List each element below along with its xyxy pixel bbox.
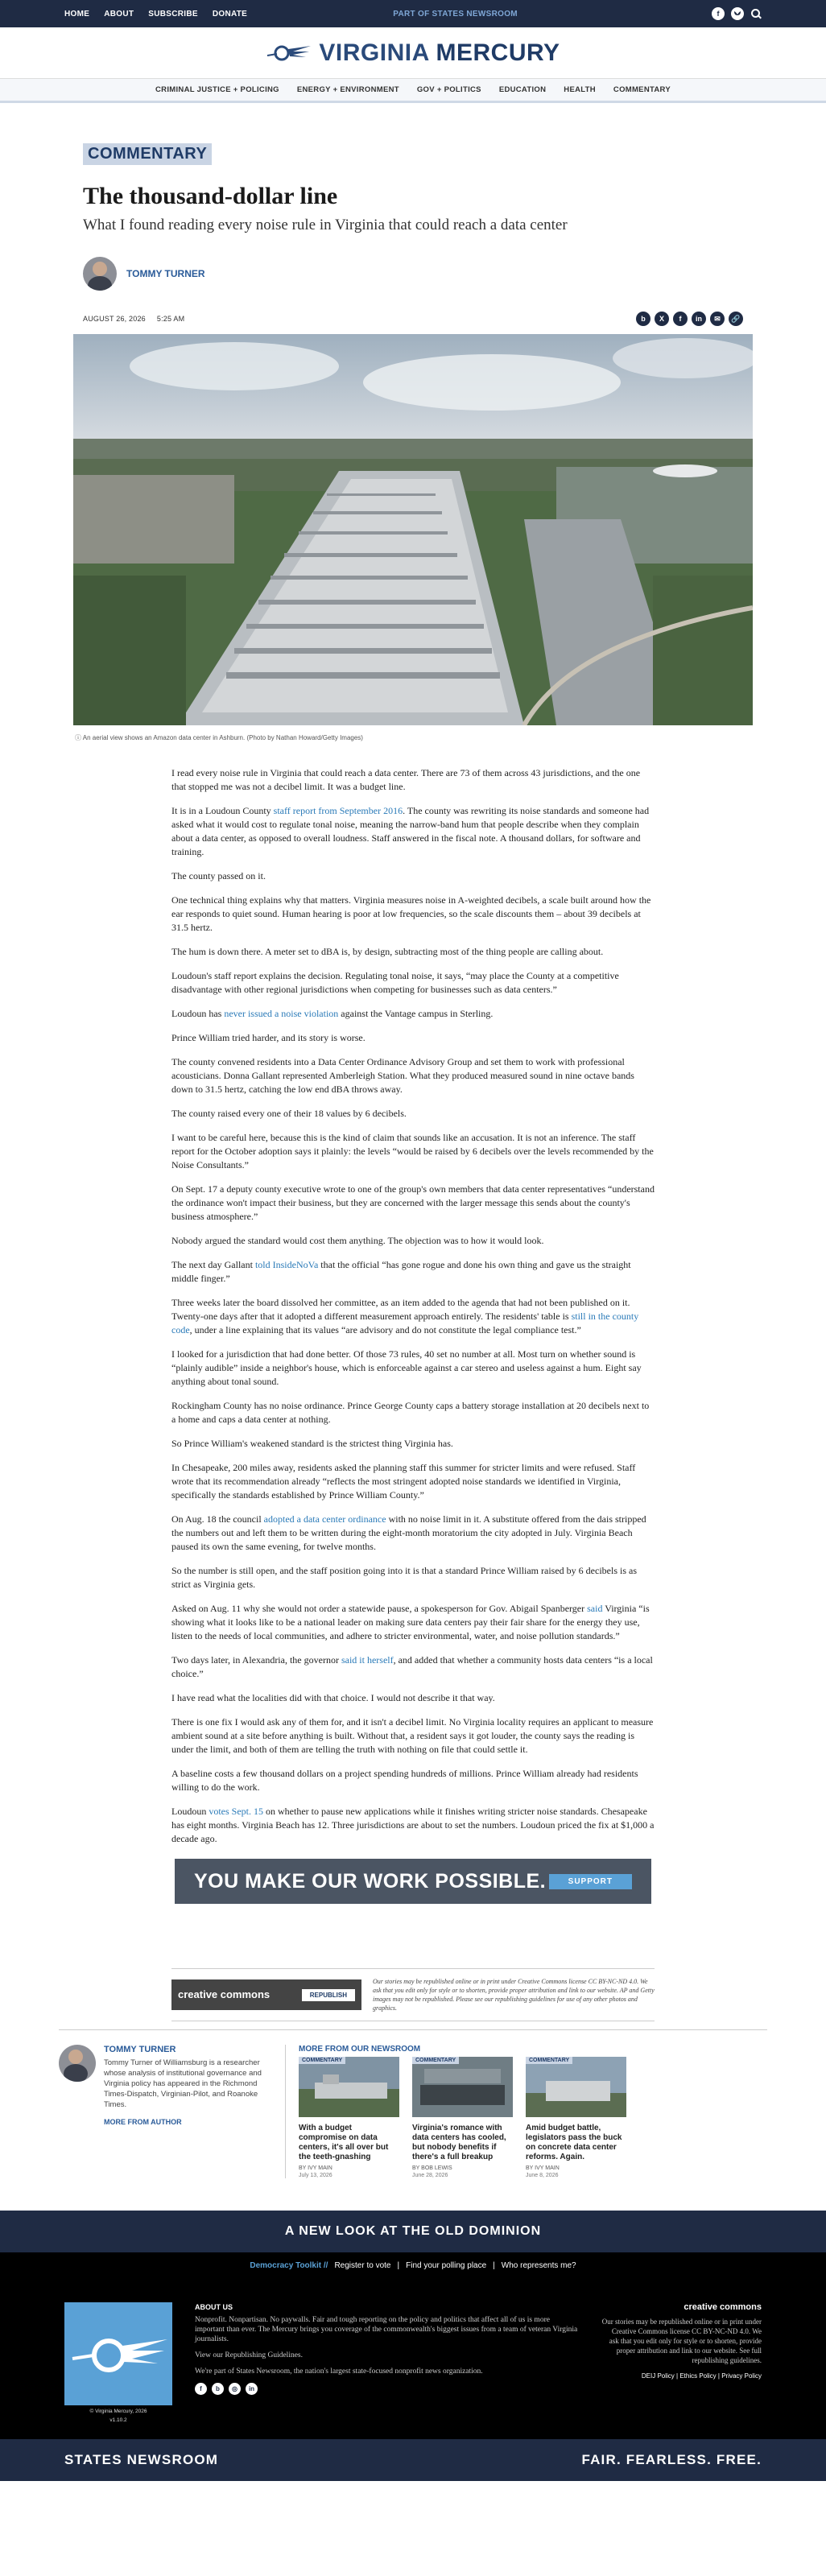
body-paragraph: So the number is still open, and the staff position going into it is that a standard Prince William raised by 6 decibels is as strict as Virginia gets. xyxy=(171,1565,637,1590)
tagline: FAIR. FEARLESS. FREE. xyxy=(581,2452,762,2467)
body-paragraph: I read every noise rule in Virginia that could reach a data center. There are 73 of them across 43 jurisdictions, and the one that stopped me was not a decibel limit. It was a budget line. xyxy=(171,767,641,792)
share-bluesky-icon[interactable]: b xyxy=(636,312,650,326)
author-bio-text: Tommy Turner of Williamsburg is a researcher whose analysis of institutional governance and Virginia policy has appeared in the Richmond Times-Dispatch, Virginian-Pilot, and Roanoke Times. xyxy=(104,2058,262,2109)
footer-cc-logo: creative commons xyxy=(684,2302,762,2312)
body-paragraph: So Prince William's weakened standard is the strictest thing Virginia has. xyxy=(171,1438,453,1449)
body-paragraph: I want to be careful here, because this is the kind of claim that sounds like an accusation. It is not an inference. The staff report for the October adoption says it plainly: the levels “would be raised by 6 decibels over the levels recommended by the Noise Consultants.” xyxy=(171,1132,654,1170)
footer-cc-text: Our stories may be republished online or in print under Creative Commons license CC BY-NC-ND 4.0. We ask that you edit only for style or to shorten, provide proper attribution and link to our website. See full republishing guidelines. xyxy=(601,2318,762,2364)
inline-link[interactable]: told InsideNoVa xyxy=(254,1259,319,1270)
support-button[interactable]: SUPPORT xyxy=(549,1874,632,1889)
body-paragraph: The hum is down there. A meter set to dBA is, by design, subtracting most of the thing people are calling about. xyxy=(171,946,604,957)
author-bio-name[interactable]: TOMMY TURNER xyxy=(104,2045,176,2054)
cc-republish xyxy=(171,1979,361,2010)
body-paragraph: Loudoun's staff report explains the decision. Regulating tonal noise, it says, “may place the County at a competitive disadvantage with other regional jurisdictions when competing for businesses such as data centers.” xyxy=(171,970,619,995)
top-social xyxy=(712,7,762,20)
body-paragraph: It is in a Loudoun County staff report from September 2016. The county was rewriting its noise standards and someone had asked what it would cost to regulate tonal noise, meaning the narrow-band hum that people describe when they complain about a data center, as opposed to overall loudness. Staff answered in the fiscal note. A thousand dollars, for software and training. xyxy=(171,805,650,857)
article-kicker[interactable]: COMMENTARY xyxy=(83,143,212,165)
support-banner xyxy=(175,1859,651,1904)
body-paragraph: The county convened residents into a Data Center Ordinance Advisory Group and set them to work with professional acousticians. Donna Gallant represented Amberleigh Station. What they produced measured sound in nine octave bands down to 31.5 hertz, catching the low end dBA throws away. xyxy=(171,1056,634,1095)
footer-social xyxy=(195,2383,578,2395)
about-text: Nonprofit. Nonpartisan. No paywalls. Fair and tough reporting on the policy and politics that affect all of us is more important than ever. The Mercury brings you coverage of the commonwealth's biggest issues from a team of veteran Virginia journalists. xyxy=(195,2316,578,2343)
body-paragraph: I have read what the localities did with that choice. I would not describe it that way. xyxy=(171,1692,495,1703)
category-health[interactable]: HEALTH xyxy=(564,85,596,94)
body-paragraph: Prince William tried harder, and its story is worse. xyxy=(171,1032,366,1043)
author-bio-avatar[interactable] xyxy=(59,2045,96,2082)
body-paragraph: On Sept. 17 a deputy county executive wrote to one of the group's own members that data center representatives “understand the ordinance won't impact their business, but they are concerned with the larger message this sends about the county's business atmosphere.” xyxy=(171,1183,655,1222)
byline xyxy=(83,257,751,291)
republish-button[interactable]: REPUBLISH xyxy=(302,1989,355,2001)
body-paragraph: I looked for a jurisdiction that had done better. Of those 73 rules, 40 set no number at all. Most turn on whether sound is “plainly audible” inside a neighbor's house, which is enforceable against a car stereo and useless against a hum. Eight say anything about tonal sound. xyxy=(171,1348,642,1387)
share-link-icon[interactable]: 🔗 xyxy=(729,312,743,326)
search-icon[interactable] xyxy=(750,8,762,19)
nav-subscribe[interactable]: SUBSCRIBE xyxy=(148,9,198,19)
share-facebook-icon[interactable]: f xyxy=(673,312,688,326)
body-paragraph: The next day Gallant told InsideNoVa that the official “has gone rogue and done his own thing and gave us the straight middle finger.” xyxy=(171,1259,631,1284)
author-name[interactable]: TOMMY TURNER xyxy=(126,268,205,279)
inline-link[interactable]: still in the county code xyxy=(171,1311,639,1335)
related-card[interactable]: COMMENTARY With a budget compromise on data centers, it's all over but the teeth-gnashing BY IVY MAIN July 13, 2026 xyxy=(299,2057,399,2178)
share-linkedin-icon[interactable]: in xyxy=(692,312,706,326)
body-paragraph: On Aug. 18 the council adopted a data center ordinance with no noise limit in it. A substitute offered from the dais stripped the numbers out and left them to be written during the eight-month moratorium the city adopted in July. Virginia Beach paused its own the same evening, for twelve months. xyxy=(171,1513,646,1552)
democracy-toolkit: Democracy Toolkit // Register to vote | Find your polling place | Who represents me? xyxy=(0,2252,826,2278)
article-body xyxy=(171,766,655,1846)
top-nav xyxy=(64,10,247,19)
related-card[interactable]: COMMENTARY Virginia's romance with data centers has cooled, but nobody benefits if there's a full breakup BY BOB LEWIS June 28, 2026 xyxy=(412,2057,513,2178)
body-paragraph: The county raised every one of their 18 values by 6 decibels. xyxy=(171,1108,407,1119)
states-newsroom-text: We're part of States Newsroom, the nation's largest state-focused nonprofit news organization. xyxy=(195,2368,483,2376)
article-title: The thousand-dollar line xyxy=(83,183,338,209)
body-paragraph: One technical thing explains why that matters. Virginia measures noise in A-weighted decibels, a scale built around how the ear responds to quiet sound. Human hearing is poor at low frequencies, so the scale discounts them – about 39 decibels at 31.5 hertz. xyxy=(171,894,651,933)
states-newsroom-link[interactable]: PART OF STATES NEWSROOM xyxy=(393,9,518,19)
body-paragraph: Two days later, in Alexandria, the governor said it herself, and added that whether a community hosts data centers “is a local choice.” xyxy=(171,1654,653,1679)
body-paragraph: A baseline costs a few thousand dollars on a project spending hundreds of millions. Prince William already had residents willing to do the work. xyxy=(171,1768,638,1793)
author-bio xyxy=(59,2045,272,2178)
publish-date: AUGUST 26, 2026 5:25 AM xyxy=(83,315,185,323)
facebook-icon[interactable]: f xyxy=(195,2383,207,2395)
republish-box xyxy=(171,1968,655,2021)
body-paragraph: The county passed on it. xyxy=(171,870,266,881)
footer-logo[interactable] xyxy=(64,2302,172,2405)
nav-home[interactable]: HOME xyxy=(64,9,90,19)
author-avatar[interactable] xyxy=(83,257,117,291)
inline-link[interactable]: votes Sept. 15 xyxy=(209,1806,264,1817)
related-card[interactable]: COMMENTARY Amid budget battle, legislators pass the buck on concrete data center reforms. Again. BY IVY MAIN June 8, 2026 xyxy=(526,2057,626,2178)
inline-link[interactable]: staff report from September 2016 xyxy=(273,805,403,816)
inline-link[interactable]: said xyxy=(587,1603,603,1614)
category-gov-politics[interactable]: GOV + POLITICS xyxy=(416,85,481,94)
category-criminal-justice[interactable]: CRIMINAL JUSTICE + POLICING xyxy=(155,85,279,94)
footer-version: v1.10.2 xyxy=(109,2417,127,2423)
lead-photo xyxy=(73,334,753,725)
register-to-vote-link[interactable]: Register to vote xyxy=(334,2260,391,2270)
category-energy[interactable]: ENERGY + ENVIRONMENT xyxy=(296,85,399,94)
category-commentary[interactable]: COMMENTARY xyxy=(613,85,671,94)
footer-copyright: © Virginia Mercury, 2026 xyxy=(89,2409,147,2414)
body-paragraph: Nobody argued the standard would cost them anything. The objection was to how it would look. xyxy=(171,1235,544,1246)
footer xyxy=(0,2278,826,2439)
tagline-banner: A NEW LOOK AT THE OLD DOMINION xyxy=(0,2211,826,2252)
nav-about[interactable]: ABOUT xyxy=(104,9,134,19)
more-from-newsroom xyxy=(285,2045,767,2178)
top-bar xyxy=(0,0,826,27)
who-represents-me-link[interactable]: Who represents me? xyxy=(501,2260,576,2270)
more-heading: MORE FROM OUR NEWSROOM xyxy=(299,2045,421,2054)
site-logo[interactable]: VIRGINIA MERCURY xyxy=(319,39,560,66)
about-heading: ABOUT US xyxy=(195,2303,233,2311)
share-email-icon[interactable]: ✉ xyxy=(710,312,725,326)
body-paragraph: Loudoun has never issued a noise violation against the Vantage campus in Sterling. xyxy=(171,1008,494,1019)
author-box xyxy=(59,2029,767,2178)
inline-link[interactable]: never issued a noise violation xyxy=(224,1008,339,1019)
body-paragraph: In Chesapeake, 200 miles away, residents asked the planning staff this summer for stricter limits and were refused. Staff wrote that its recommendation already “reflects the most stringent adopted noise standards we identified in Virginia, specifically the standards established by Prince William County.” xyxy=(171,1462,636,1501)
inline-link[interactable]: said it herself xyxy=(341,1654,394,1666)
article-dek: What I found reading every noise rule in Virginia that could reach a data center xyxy=(83,217,568,233)
bluesky-icon[interactable]: b xyxy=(212,2383,224,2395)
polling-place-link[interactable]: Find your polling place xyxy=(406,2260,487,2270)
body-paragraph: Three weeks later the board dissolved her committee, as an item added to the agenda that had not been published on it. Twenty-one days after that it adopted a different measurement approach entirely. The residents' table is still in the county code, under a line explaining that its values “are advisory and do not constitute the legal compliance test.” xyxy=(171,1297,639,1335)
body-paragraph: Rockingham County has no noise ordinance. Prince George County caps a battery storage installation at 20 decibels next to a home and caps a data center at nothing. xyxy=(171,1400,650,1425)
masthead xyxy=(0,27,826,79)
mercury-wing-logo-icon[interactable] xyxy=(266,41,312,65)
republishing-guidelines-link[interactable]: View our Republishing Guidelines. xyxy=(195,2351,303,2359)
category-nav xyxy=(0,79,826,103)
bottom-bar xyxy=(0,2439,826,2481)
footer-about xyxy=(195,2302,578,2439)
article xyxy=(75,103,751,742)
creative-commons-logo: creative commons xyxy=(178,1988,271,2000)
linkedin-icon[interactable]: in xyxy=(246,2383,258,2395)
share-buttons xyxy=(636,312,743,326)
inline-link[interactable]: adopted a data center ordinance xyxy=(263,1513,386,1525)
more-from-author-link[interactable]: MORE FROM AUTHOR xyxy=(104,2118,182,2126)
instagram-icon[interactable]: ◎ xyxy=(229,2383,241,2395)
bluesky-icon[interactable] xyxy=(731,7,744,20)
states-newsroom-logo[interactable]: STATES NEWSROOM xyxy=(64,2452,219,2467)
republish-text: Our stories may be republished online or in print under Creative Commons license CC BY-NC-ND 4.0. We ask that you edit only for style or to shorten, provide proper attribution and link to our website. AP and Getty images may not be republished. Please see our republishing guidelines for use of any other photos and graphics. xyxy=(373,1978,655,2012)
facebook-icon[interactable]: f xyxy=(712,7,725,20)
category-education[interactable]: EDUCATION xyxy=(498,85,547,94)
body-paragraph: There is one fix I would ask any of them for, and it isn't a decibel limit. No Virginia locality requires an applicant to measure ambient sound at a site before anything is built. Without that, a resident says it got louder, the county says the reading is under the limit, and both of them are telling the truth with nothing on file that could settle it. xyxy=(171,1716,654,1755)
meta-row xyxy=(83,312,743,326)
photo-caption: ⓘ An aerial view shows an Amazon data center in Ashburn. (Photo by Nathan Howard/Getty Images) xyxy=(75,734,363,741)
support-text: YOU MAKE OUR WORK POSSIBLE. xyxy=(194,1869,547,1893)
body-paragraph: Loudoun votes Sept. 15 on whether to pause new applications while it finishes writing stricter noise standards. Chesapeake has eight months. Virginia Beach has 12. Three jurisdictions are about to set the numbers. Loudoun priced the fix at $1,000 a decade ago. xyxy=(171,1806,655,1844)
toolkit-label: Democracy Toolkit // xyxy=(250,2260,328,2270)
body-paragraph: Asked on Aug. 11 why she would not order a statewide pause, a spokesperson for Gov. Abigail Spanberger said Virginia “is showing what it looks like to be a national leader on making sure data centers pay their fair share for the energy they use, listen to the needs of local communities, and adhere to stricter environmental, water, and noise pollution standards.” xyxy=(171,1603,650,1641)
footer-policy-links[interactable]: DEIJ Policy | Ethics Policy | Privacy Policy xyxy=(641,2372,762,2380)
nav-donate[interactable]: DONATE xyxy=(212,9,248,19)
footer-license xyxy=(601,2302,762,2439)
share-x-icon[interactable]: X xyxy=(655,312,669,326)
